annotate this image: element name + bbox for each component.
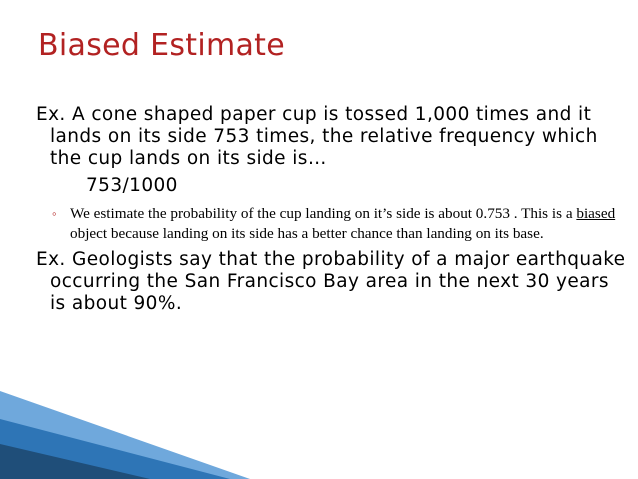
example-paragraph-1: Ex. A cone shaped paper cup is tossed 1,000 times and it lands on its side 753 times, the relative frequency which the cup lands on its side is… — [36, 104, 598, 169]
sub-bullet — [52, 204, 630, 243]
slide-body — [36, 104, 626, 315]
example-paragraph-2: Ex. Geologists say that the probability of a major earthquake occurring the San Francisco Bay area in the next 30 years is about 90%. — [36, 249, 626, 314]
sub-text-underlined: biased — [576, 205, 616, 222]
slide-title: Biased Estimate — [38, 28, 285, 63]
corner-decoration — [0, 389, 260, 479]
sub-text-before: We estimate the probability of the cup landing on it’s side is about 0.753 . This is a — [70, 205, 577, 222]
fraction-value: 753/1000 — [86, 175, 178, 196]
sub-text-after: object because landing on its side has a better chance than landing on its base. — [70, 224, 544, 242]
circle-bullet-icon: ◦ — [52, 206, 57, 221]
